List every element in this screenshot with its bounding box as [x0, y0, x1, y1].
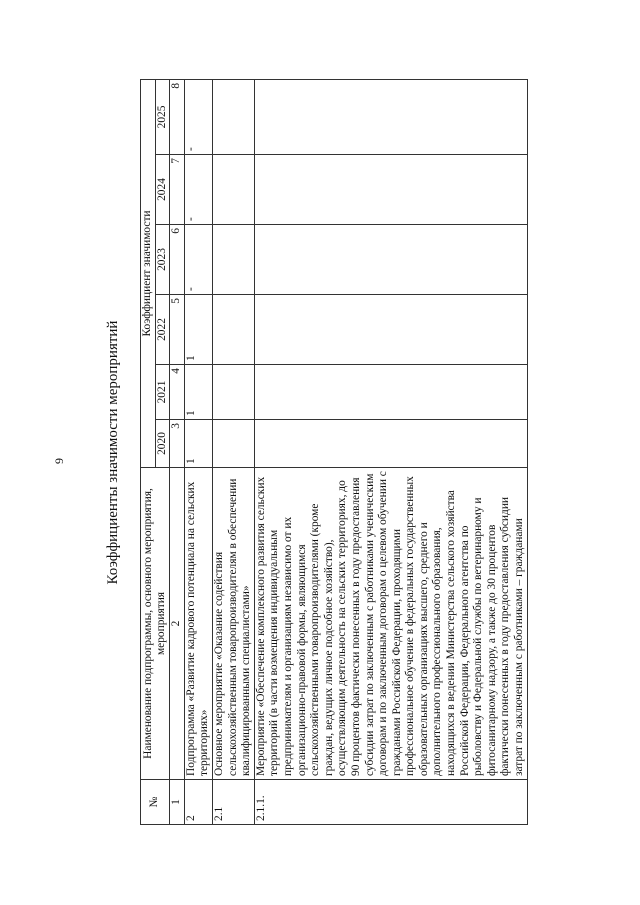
colnum-cell: 8	[170, 79, 185, 154]
row-name: Основное мероприятие «Оказание содействия сельскохозяйственным товаропроизводителям в обеспечении квалифицированными специалистами»	[212, 468, 254, 780]
colnum-cell: 4	[170, 365, 185, 420]
value-cell: 1	[184, 295, 212, 365]
colnum-cell: 3	[170, 420, 185, 468]
colnum-cell: 2	[170, 468, 185, 780]
value-cell: -	[184, 79, 212, 154]
year-cell: 2025	[155, 79, 170, 154]
colnum-cell: 6	[170, 225, 185, 295]
page-title: Коэффициенты значимости мероприятий	[105, 320, 121, 585]
value-cell	[212, 155, 254, 225]
year-cell: 2022	[155, 295, 170, 365]
value-cell: -	[184, 225, 212, 295]
colnum-cell: 7	[170, 155, 185, 225]
year-cell: 2023	[155, 225, 170, 295]
value-cell	[254, 155, 527, 225]
coefficients-table	[140, 79, 528, 825]
year-cell: 2024	[155, 155, 170, 225]
row-number: 2	[184, 780, 212, 825]
value-cell: -	[184, 155, 212, 225]
value-cell	[254, 365, 527, 420]
value-cell: 1	[184, 365, 212, 420]
colnum-cell: 1	[170, 780, 185, 825]
row-name: Мероприятие «Обеспечение комплексного развития сельских территорий (в части возмещения индивидуальным предпринимателям и организациям независимо от их организационно-правовой формы, являющимся сельскохозяйственными товаропроизводителями (кроме граждан, ведущих личное подсобное хозяйство), осуществляющим деятельность на сельских территориях, до 90 процентов фактически понесенных в году предоставления субсидии затрат по заключенным с работниками ученическим договорам и по заключенным договорам о целевом обучении с гражданами Российской Федерации, проходящими профессиональное обучение в федеральных государственных образовательных организациях высшего, среднего и дополнительного профессионального образования, находящихся в ведении Министерства сельского хозяйства Российской Федерации, Федерального агентства по рыболовству и Федеральной службы по ветеринарному и фитосанитарному надзору, а также до 30 процентов фактически понесенных в году предоставления субсидии затрат по заключенным с работниками – гражданами	[254, 468, 527, 780]
value-cell	[212, 295, 254, 365]
value-cell: 1	[184, 420, 212, 468]
header-row	[141, 79, 156, 824]
page-number: 9	[52, 458, 66, 464]
value-cell	[254, 295, 527, 365]
colnum-cell: 5	[170, 295, 185, 365]
year-cell: 2021	[155, 365, 170, 420]
value-cell	[212, 79, 254, 154]
table-row	[212, 79, 254, 824]
row-name: Подпрограмма «Развитие кадрового потенциала на сельских территориях»	[184, 468, 212, 780]
value-cell	[212, 225, 254, 295]
table-row	[184, 79, 212, 824]
header-name: Наименование подпрограммы, основного мероприятия, мероприятия	[141, 468, 170, 780]
row-number: 2.1.1.	[254, 780, 527, 825]
header-number: №	[141, 780, 170, 825]
value-cell	[254, 225, 527, 295]
value-cell	[212, 420, 254, 468]
year-cell: 2020	[155, 420, 170, 468]
value-cell	[254, 420, 527, 468]
table-row	[254, 79, 527, 824]
header-coefficient: Коэффициент значимости	[141, 79, 156, 467]
value-cell	[212, 365, 254, 420]
column-numbers-row-2	[170, 79, 185, 824]
row-number: 2.1	[212, 780, 254, 825]
value-cell	[254, 79, 527, 154]
